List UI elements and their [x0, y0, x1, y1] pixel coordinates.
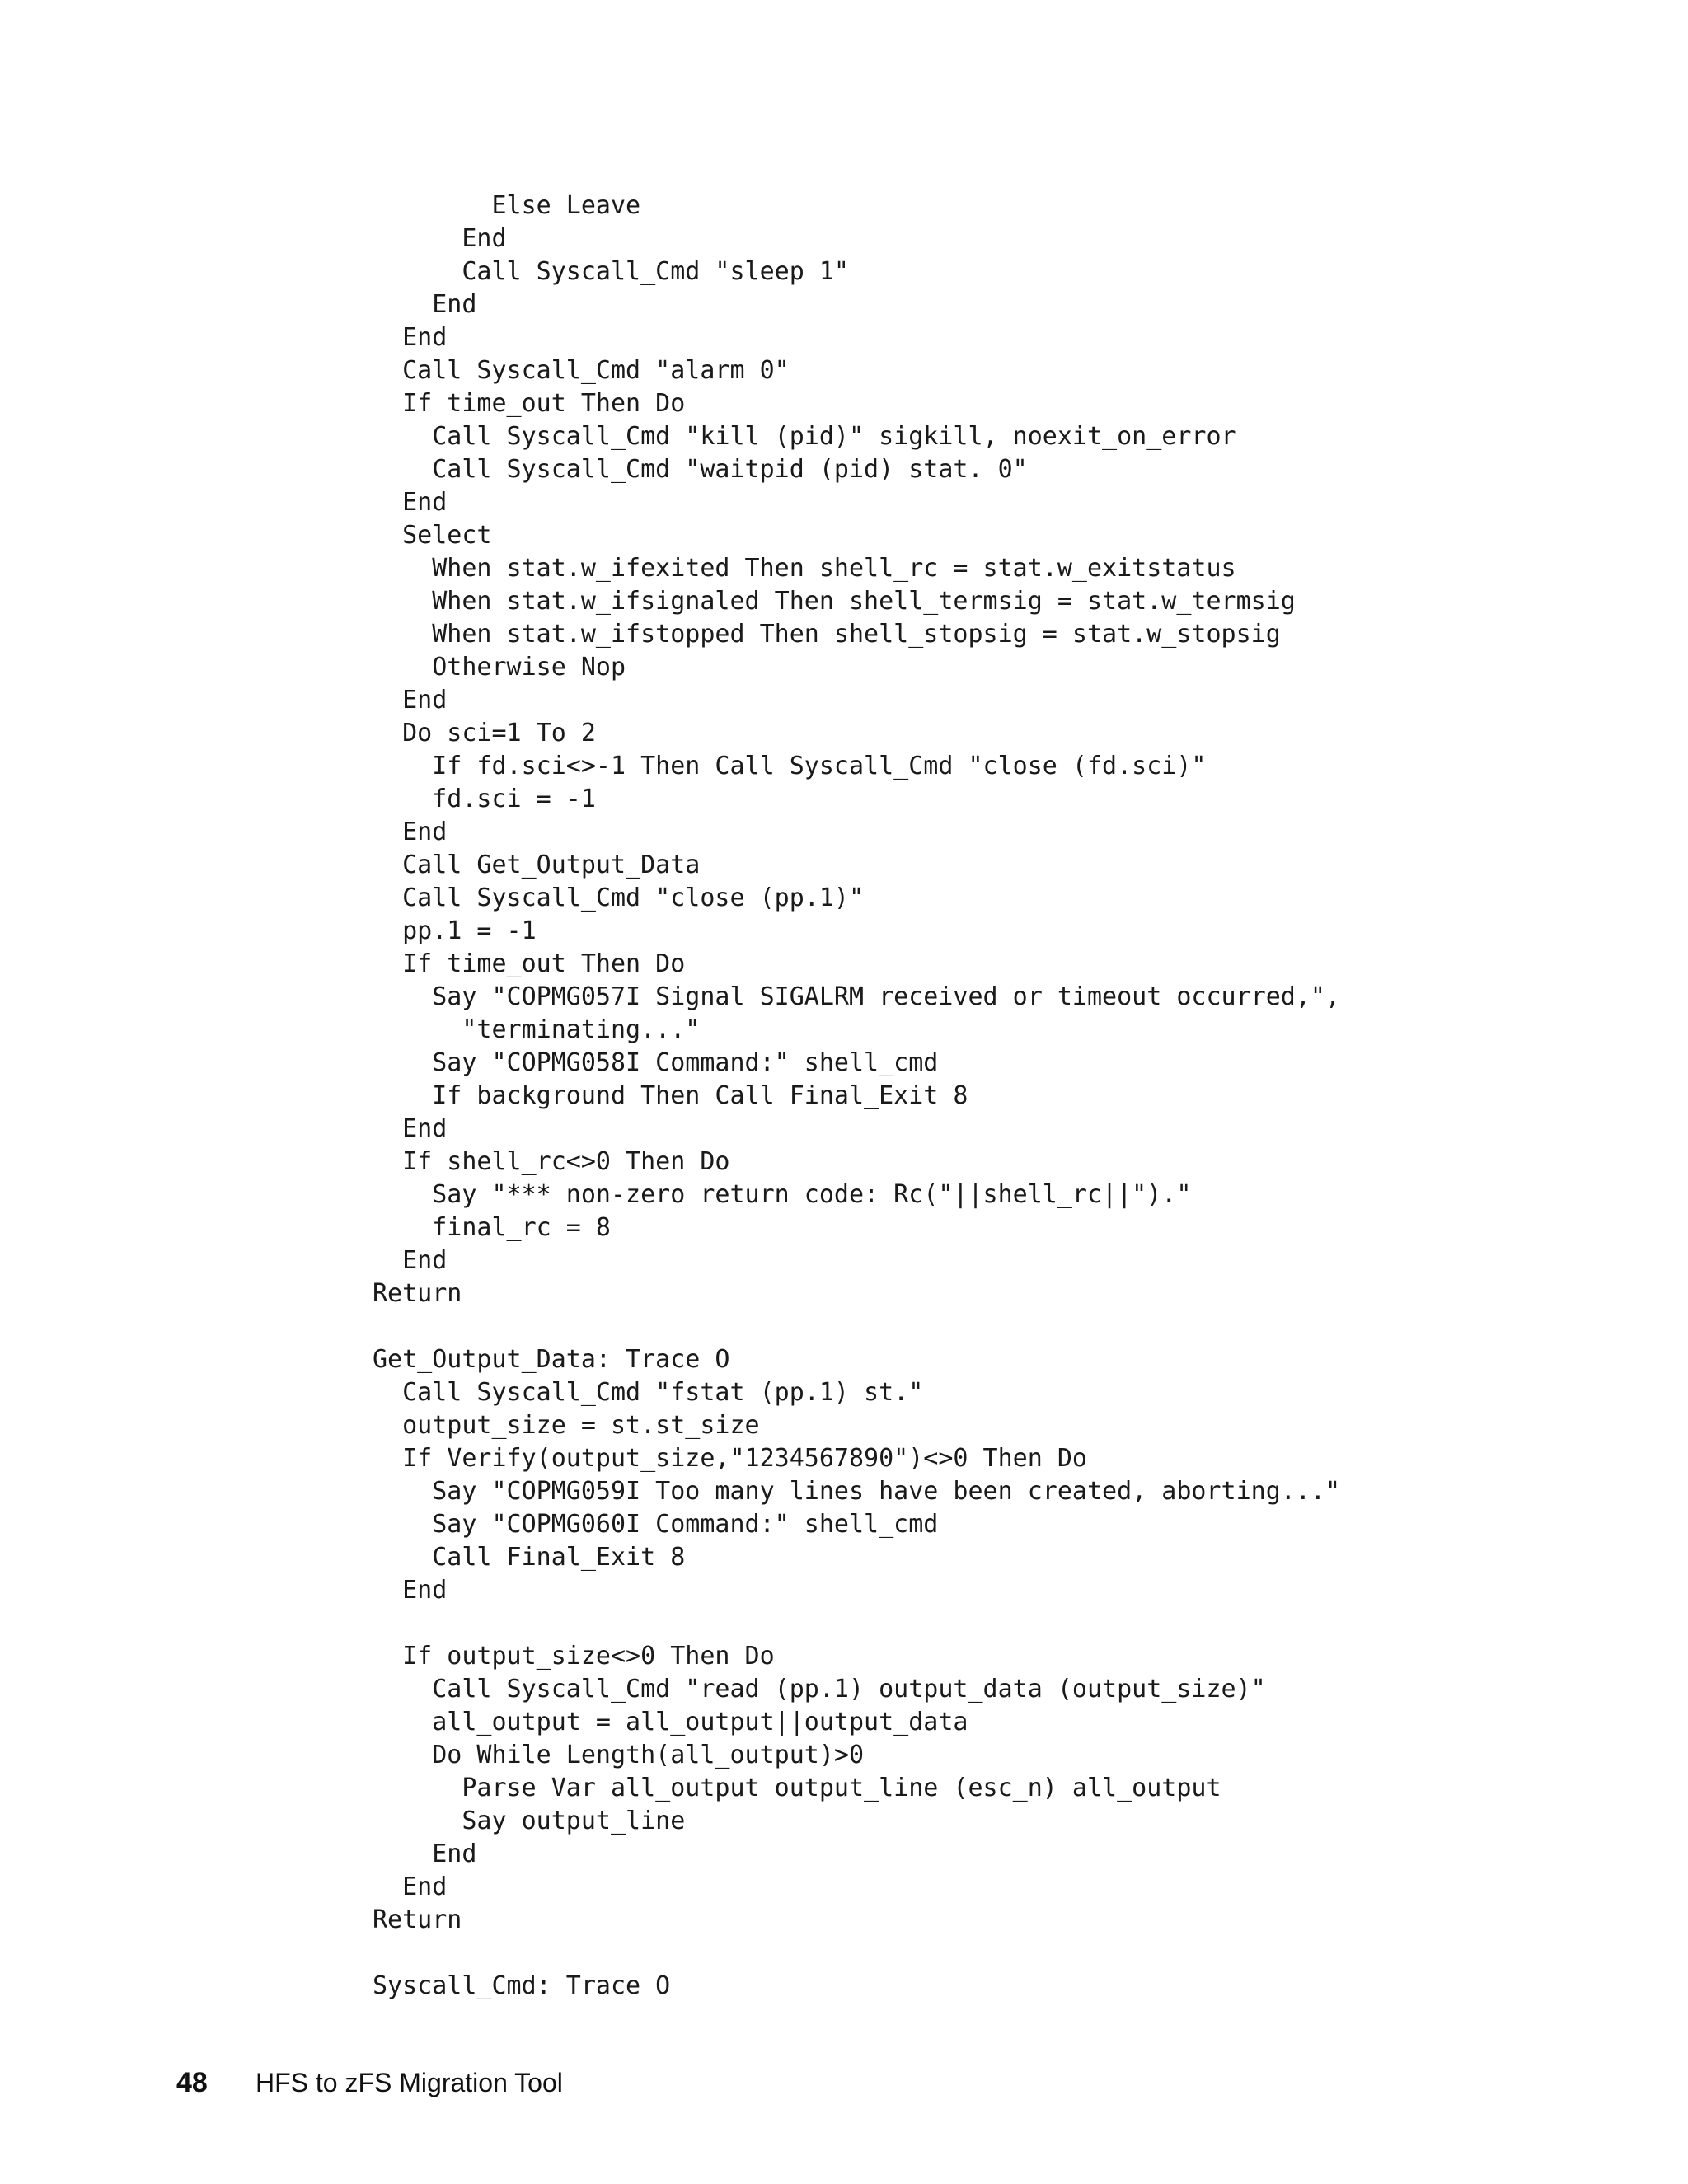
code-line: Call Syscall_Cmd "close (pp.1)" [373, 883, 865, 912]
code-line: End [373, 686, 448, 715]
code-line: Say "*** non-zero return code: Rc("||shell_rc||")." [373, 1180, 1192, 1209]
code-line: fd.sci = -1 [373, 785, 596, 813]
code-line: If shell_rc<>0 Then Do [373, 1147, 730, 1176]
code-line: Call Syscall_Cmd "kill (pid)" sigkill, noexit_on_error [373, 422, 1236, 451]
code-line: Do sci=1 To 2 [373, 719, 596, 748]
code-line: Otherwise Nop [373, 653, 626, 682]
code-line: Call Syscall_Cmd "waitpid (pid) stat. 0" [373, 455, 1028, 484]
page-number: 48 [176, 2066, 208, 2098]
code-line: End [373, 488, 448, 517]
code-line: Parse Var all_output output_line (esc_n) all_output [373, 1774, 1221, 1802]
code-line: If output_size<>0 Then Do [373, 1642, 775, 1671]
code-line: Say "COPMG060I Command:" shell_cmd [373, 1510, 939, 1539]
code-line: When stat.w_ifstopped Then shell_stopsig = stat.w_stopsig [373, 620, 1281, 649]
code-line: If fd.sci<>-1 Then Call Syscall_Cmd "close (fd.sci)" [373, 752, 1207, 780]
code-line: End [373, 1872, 448, 1901]
code-line: Say output_line [373, 1807, 686, 1835]
code-line: When stat.w_ifexited Then shell_rc = stat.w_exitstatus [373, 554, 1236, 583]
code-line: Do While Length(all_output)>0 [373, 1741, 865, 1769]
code-line [373, 1937, 1658, 1970]
code-line: End [373, 290, 477, 319]
code-listing [373, 190, 1658, 2003]
code-line: Else Leave [373, 191, 641, 220]
code-line: If time_out Then Do [373, 389, 686, 418]
code-line: Call Syscall_Cmd "read (pp.1) output_data (output_size)" [373, 1675, 1266, 1704]
code-line: End [373, 818, 448, 846]
code-line: "terminating..." [373, 1015, 701, 1044]
code-line: When stat.w_ifsignaled Then shell_termsig = stat.w_termsig [373, 587, 1296, 616]
code-line: If time_out Then Do [373, 949, 686, 978]
code-line: output_size = st.st_size [373, 1411, 760, 1440]
code-line: Syscall_Cmd: Trace O [373, 1971, 671, 2000]
code-line: Return [373, 1905, 462, 1934]
code-line: Call Syscall_Cmd "alarm 0" [373, 356, 790, 385]
code-line: Call Final_Exit 8 [373, 1543, 686, 1572]
code-line: End [373, 1246, 448, 1275]
code-line: End [373, 323, 448, 352]
code-line: If background Then Call Final_Exit 8 [373, 1081, 968, 1110]
code-line [373, 1310, 1658, 1343]
page-footer [176, 2062, 563, 2103]
code-line: Say "COPMG058I Command:" shell_cmd [373, 1048, 939, 1077]
book-title: HFS to zFS Migration Tool [256, 2067, 563, 2097]
code-line: If Verify(output_size,"1234567890")<>0 Then Do [373, 1444, 1087, 1473]
code-line: Get_Output_Data: Trace O [373, 1345, 730, 1374]
code-line [373, 1607, 1658, 1640]
code-line: Call Get_Output_Data [373, 851, 701, 879]
code-line: final_rc = 8 [373, 1213, 611, 1242]
code-line: Call Syscall_Cmd "fstat (pp.1) st." [373, 1378, 924, 1407]
code-line: Call Syscall_Cmd "sleep 1" [373, 257, 849, 286]
code-line: End [373, 1840, 477, 1868]
code-line: Say "COPMG057I Signal SIGALRM received or timeout occurred,", [373, 982, 1340, 1011]
code-line: Return [373, 1279, 462, 1308]
code-line: End [373, 1114, 448, 1143]
code-line: End [373, 1576, 448, 1605]
code-line: Say "COPMG059I Too many lines have been created, aborting..." [373, 1477, 1340, 1506]
code-line: End [373, 224, 507, 253]
code-line: all_output = all_output||output_data [373, 1708, 968, 1736]
code-line: Select [373, 521, 492, 550]
code-line: pp.1 = -1 [373, 916, 537, 945]
